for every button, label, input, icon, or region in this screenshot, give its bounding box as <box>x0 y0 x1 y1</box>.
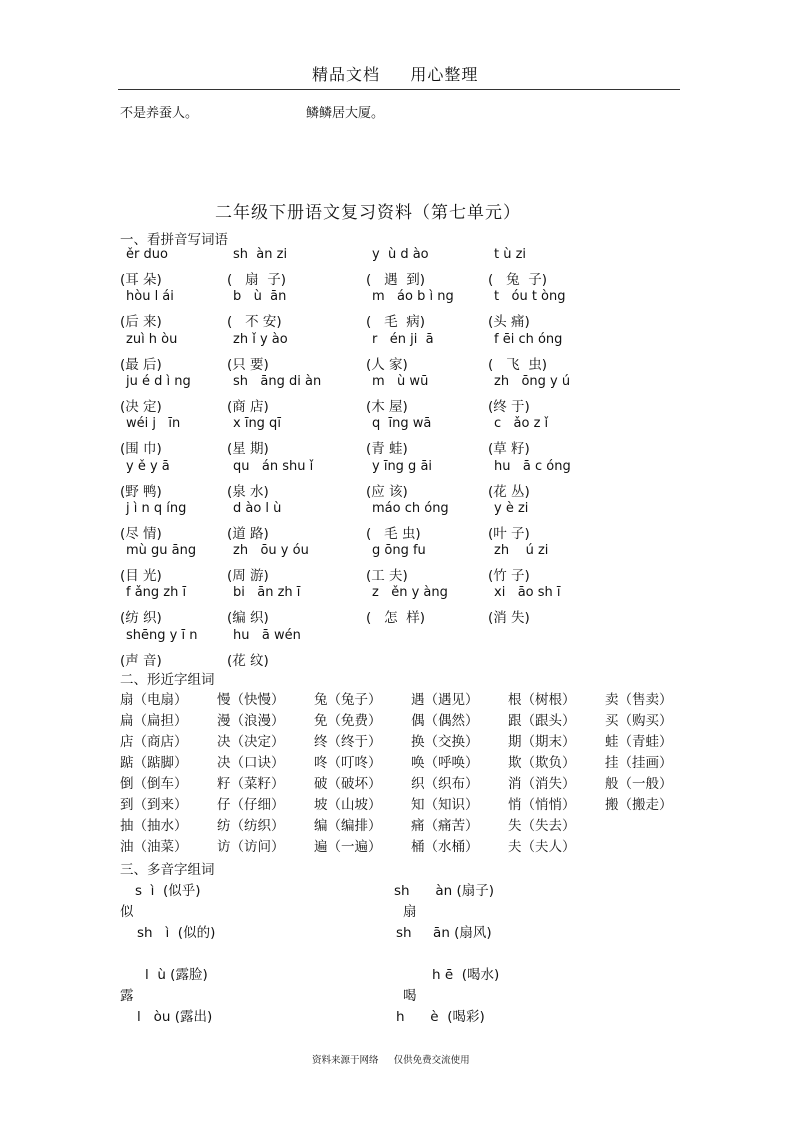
pinyin-prompt: y ù d ào <box>372 247 429 262</box>
similar-char-entry: 唤（呼唤） <box>411 755 479 771</box>
polyphone-reading: l ù (露脸) <box>145 967 208 983</box>
answer-word: ( 飞 虫) <box>488 357 547 373</box>
similar-char-entry: 终（终于） <box>314 734 382 750</box>
similar-char-entry: 坡（山坡） <box>314 797 382 813</box>
answer-word: (泉 水) <box>227 484 269 500</box>
pinyin-prompt: d ào l ù <box>233 501 282 516</box>
polyphone-reading: s ì (似乎) <box>135 883 201 899</box>
pinyin-prompt: g ōng fu <box>372 543 426 558</box>
similar-char-entry: 买（购买） <box>605 713 673 729</box>
pinyin-prompt: y è zi <box>494 501 529 516</box>
similar-char-entry: 般（一般） <box>605 776 673 792</box>
header-rule <box>118 89 680 90</box>
polyphone-reading: sh ì (似的) <box>137 925 216 941</box>
pinyin-prompt: sh àn zi <box>233 247 288 262</box>
similar-char-entry: 欺（欺负） <box>508 755 576 771</box>
pinyin-prompt: zh ōu y óu <box>233 543 309 558</box>
pinyin-prompt: t óu t òng <box>494 289 566 304</box>
answer-word: (应 该) <box>366 484 408 500</box>
similar-char-entry: 根（树根） <box>508 692 576 708</box>
answer-word: (人 家) <box>366 357 408 373</box>
similar-char-entry: 仔（仔细） <box>217 797 285 813</box>
answer-word: (最 后) <box>120 357 162 373</box>
pinyin-prompt: b ù ān <box>233 289 287 304</box>
answer-word: (只 要) <box>227 357 269 373</box>
pinyin-prompt: z ěn y àng <box>372 585 448 600</box>
similar-char-entry: 油（油菜） <box>120 839 188 855</box>
similar-char-entry: 卖（售卖） <box>605 692 673 708</box>
similar-char-entry: 失（失去） <box>508 818 576 834</box>
similar-char-entry: 织（织布） <box>411 776 479 792</box>
similar-char-entry: 扇（电扇） <box>120 692 188 708</box>
similar-char-entry: 偶（偶然） <box>411 713 479 729</box>
page-footer: 资料来源于网络 仅供免费交流使用 <box>312 1055 470 1066</box>
similar-char-entry: 咚（叮咚） <box>314 755 382 771</box>
pinyin-prompt: shēng y ī n <box>126 628 198 643</box>
answer-word: (草 籽) <box>488 441 530 457</box>
pinyin-prompt: ěr duo <box>126 247 168 262</box>
pinyin-prompt: zh ú zi <box>494 543 549 558</box>
similar-char-entry: 痛（痛苦） <box>411 818 479 834</box>
pinyin-prompt: m ù wū <box>372 374 429 389</box>
page-header: 精品文档 用心整理 <box>312 65 479 84</box>
similar-char-entry: 蛙（青蛙） <box>605 734 673 750</box>
answer-word: (后 来) <box>120 314 162 330</box>
similar-char-entry: 挂（挂画） <box>605 755 673 771</box>
answer-word: (工 夫) <box>366 568 408 584</box>
similar-char-entry: 桶（水桶） <box>411 839 479 855</box>
pinyin-prompt: mù gu āng <box>126 543 197 558</box>
section-heading: 二、形近字组词 <box>120 672 215 688</box>
pinyin-prompt: xi āo sh ī <box>494 585 561 600</box>
answer-word: (叶 子) <box>488 526 530 542</box>
pinyin-prompt: x īng qī <box>233 416 281 431</box>
pinyin-prompt: y īng g āi <box>372 459 433 474</box>
similar-char-entry: 访（访问） <box>217 839 285 855</box>
pinyin-prompt: t ù zi <box>494 247 527 262</box>
answer-word: (周 游) <box>227 568 269 584</box>
answer-word: (决 定) <box>120 399 162 415</box>
answer-word: (花 丛) <box>488 484 530 500</box>
similar-char-entry: 知（知识） <box>411 797 479 813</box>
similar-char-entry: 换（交换） <box>411 734 479 750</box>
pinyin-prompt: f ēi ch óng <box>494 332 563 347</box>
text-fragment: 鳞鳞居大厦。 <box>306 106 385 121</box>
section-heading: 三、多音字组词 <box>120 862 215 878</box>
pinyin-prompt: hòu l ái <box>126 289 174 304</box>
answer-word: (终 于) <box>488 399 530 415</box>
pinyin-prompt: ju é d ì ng <box>126 374 191 389</box>
pinyin-prompt: zh ǐ y ào <box>233 332 288 347</box>
answer-word: ( 兔 子) <box>488 272 547 288</box>
pinyin-prompt: wéi j īn <box>126 416 181 431</box>
answer-word: (道 路) <box>227 526 269 542</box>
similar-char-entry: 到（到来） <box>120 797 188 813</box>
polyphone-reading: h è (喝彩) <box>396 1009 485 1025</box>
similar-char-entry: 跟（跟头） <box>508 713 576 729</box>
similar-char-entry: 抽（抽水） <box>120 818 188 834</box>
answer-word: (围 巾) <box>120 441 162 457</box>
answer-word: (青 蛙) <box>366 441 408 457</box>
answer-word: (声 音) <box>120 653 162 669</box>
similar-char-entry: 搬（搬走） <box>605 797 673 813</box>
similar-char-entry: 扁（扁担） <box>120 713 188 729</box>
similar-char-entry: 踮（踮脚） <box>120 755 188 771</box>
polyphone-reading: l òu (露出) <box>137 1009 213 1025</box>
answer-word: (木 屋) <box>366 399 408 415</box>
polyphone-reading: sh àn (扇子) <box>394 883 494 899</box>
text-fragment: 不是养蚕人。 <box>120 106 199 121</box>
answer-word: (目 光) <box>120 568 162 584</box>
polyphone-reading: h ē (喝水) <box>432 967 500 983</box>
similar-char-entry: 漫（浪漫） <box>217 713 285 729</box>
document-title: 二年级下册语文复习资料（第七单元） <box>215 203 521 223</box>
answer-word: (商 店) <box>227 399 269 415</box>
pinyin-prompt: r én ji ā <box>372 332 434 347</box>
answer-word: ( 遇 到) <box>366 272 425 288</box>
similar-char-entry: 遍（一遍） <box>314 839 382 855</box>
similar-char-entry: 兔（兔子） <box>314 692 382 708</box>
answer-word: ( 毛 病) <box>366 314 425 330</box>
answer-word: (头 痛) <box>488 314 530 330</box>
pinyin-prompt: qu án shu ǐ <box>233 459 314 474</box>
answer-word: ( 扇 子) <box>227 272 286 288</box>
polyphone-char: 露 <box>120 988 134 1004</box>
similar-char-entry: 消（消失） <box>508 776 576 792</box>
similar-char-entry: 纺（纺织） <box>217 818 285 834</box>
answer-word: (纺 织) <box>120 610 162 626</box>
similar-char-entry: 决（决定） <box>217 734 285 750</box>
similar-char-entry: 倒（倒车） <box>120 776 188 792</box>
pinyin-prompt: c ǎo z ǐ <box>494 416 549 431</box>
answer-word: ( 毛 虫) <box>366 526 421 542</box>
answer-word: (消 失) <box>488 610 530 626</box>
similar-char-entry: 遇（遇见） <box>411 692 479 708</box>
similar-char-entry: 悄（悄悄） <box>508 797 576 813</box>
pinyin-prompt: q īng wā <box>372 416 432 431</box>
pinyin-prompt: m áo b ì ng <box>372 289 454 304</box>
polyphone-char: 似 <box>120 904 134 920</box>
pinyin-prompt: bi ān zh ī <box>233 585 301 600</box>
polyphone-char: 喝 <box>403 988 417 1004</box>
pinyin-prompt: sh āng di àn <box>233 374 322 389</box>
answer-word: (耳 朵) <box>120 272 162 288</box>
pinyin-prompt: f ǎng zh ī <box>126 585 187 600</box>
similar-char-entry: 籽（菜籽） <box>217 776 285 792</box>
pinyin-prompt: hu ā wén <box>233 628 301 643</box>
answer-word: (编 织) <box>227 610 269 626</box>
answer-word: (野 鸭) <box>120 484 162 500</box>
polyphone-char: 扇 <box>403 904 417 920</box>
pinyin-prompt: zh ōng y ú <box>494 374 571 389</box>
answer-word: (竹 子) <box>488 568 530 584</box>
answer-word: ( 怎 样) <box>366 610 425 626</box>
answer-word: (尽 情) <box>120 526 162 542</box>
pinyin-prompt: hu ā c óng <box>494 459 571 474</box>
answer-word: (星 期) <box>227 441 269 457</box>
similar-char-entry: 决（口诀） <box>217 755 285 771</box>
pinyin-prompt: y ě y ā <box>126 459 170 474</box>
pinyin-prompt: zuì h òu <box>126 332 178 347</box>
similar-char-entry: 编（编排） <box>314 818 382 834</box>
similar-char-entry: 慢（快慢） <box>217 692 285 708</box>
polyphone-reading: sh ān (扇风) <box>396 925 492 941</box>
answer-word: (花 纹) <box>227 653 269 669</box>
section-heading: 一、看拼音写词语 <box>120 232 228 248</box>
similar-char-entry: 期（期末） <box>508 734 576 750</box>
similar-char-entry: 破（破坏） <box>314 776 382 792</box>
similar-char-entry: 店（商店） <box>120 734 188 750</box>
similar-char-entry: 夫（夫人） <box>508 839 576 855</box>
similar-char-entry: 免（免费） <box>314 713 382 729</box>
answer-word: ( 不 安) <box>227 314 282 330</box>
pinyin-prompt: máo ch óng <box>372 501 449 516</box>
pinyin-prompt: j ì n q íng <box>126 501 187 516</box>
